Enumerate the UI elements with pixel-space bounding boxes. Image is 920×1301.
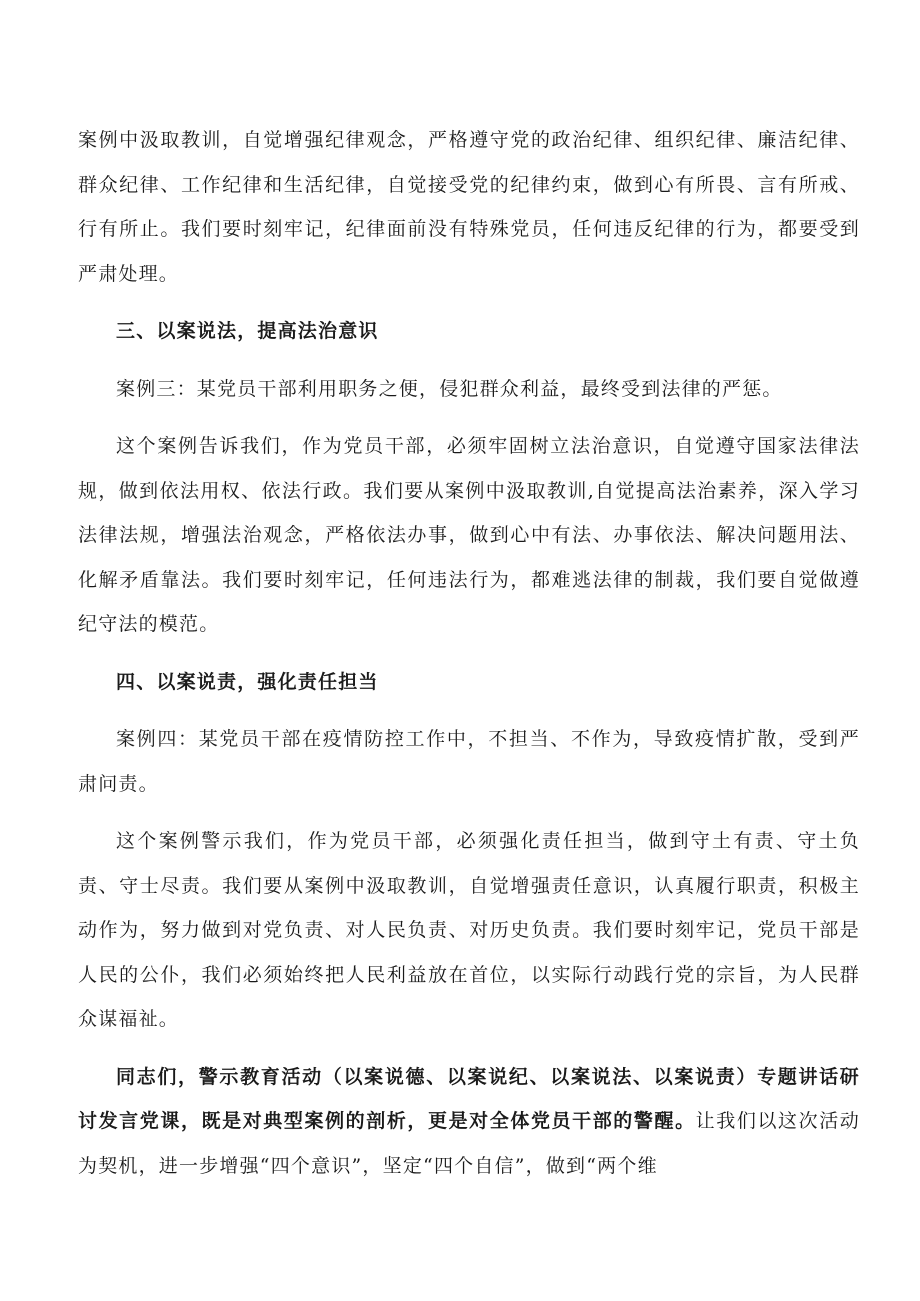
paragraph-gap [78,806,860,819]
paragraph-gap [78,354,860,367]
section-heading-responsibility: 四、以案说责，强化责任担当 [116,670,379,693]
closing-bold-lead: 同志们，警示教育活动（以案说德、以案说纪、以案说法、以案说责）专题讲话研讨发言党课，既是对典型案例的剖析，更是对全体党员干部的警醒。 [78,1065,860,1132]
document-body [78,118,860,1188]
paragraph-responsibility-lesson: 这个案例警示我们，作为党员干部，必须强化责任担当，做到守土有责、守土负责、守士尽责。我们要从案例中汲取教训，自觉增强责任意识，认真履行职责，积极主动作为，努力做到对党负责、对人民负责、对历史负责。我们要时刻牢记，党员干部是人民的公仆，我们必须始终把人民利益放在首位，以实际行动践行党的宗旨，为人民群众谋福祉。 [78,830,860,1030]
closing-paragraph [78,1055,860,1189]
paragraph-law-lesson: 这个案例告诉我们，作为党员干部，必须牢固树立法治意识，自觉遵守国家法律法规，做到依法用权、依法行政。我们要从案例中汲取教训,自觉提高法治素养，深入学习法律法规，增强法治观念，严格依法办事，做到心中有法、办事依法、解决问题用法、化解矛盾靠法。我们要时刻牢记，任何违法行为，都难逃法律的制裁，我们要自觉做遵纪守法的模范。 [78,435,860,635]
paragraph-gap [78,704,860,717]
case-three-summary: 案例三：某党员干部利用职务之便，侵犯群众利益，最终受到法律的严惩。 [116,377,783,400]
paragraph-gap [78,647,860,660]
paragraph-gap [78,296,860,309]
paragraph-gap [78,1042,860,1055]
paragraph-gap [78,411,860,424]
case-four-summary: 案例四：某党员干部在疫情防控工作中，不担当、不作为，导致疫情扩散，受到严肃问责。 [78,728,860,795]
closing-rest: 让我们以这次活动为契机，进一步增强“四个意识”，坚定“四个自信”，做到“两个维 [78,1110,860,1177]
section-heading-law: 三、以案说法，提高法治意识 [116,320,379,342]
paragraph-discipline-continued: 案例中汲取教训，自觉增强纪律观念，严格遵守党的政治纪律、组织纪律、廉洁纪律、群众纪律、工作纪律和生活纪律，自觉接受党的纪律约束，做到心有所畏、言有所戒、行有所止。我们要时刻牢记，纪律面前没有特殊党员，任何违反纪律的行为，都要受到严肃处理。 [78,129,860,285]
